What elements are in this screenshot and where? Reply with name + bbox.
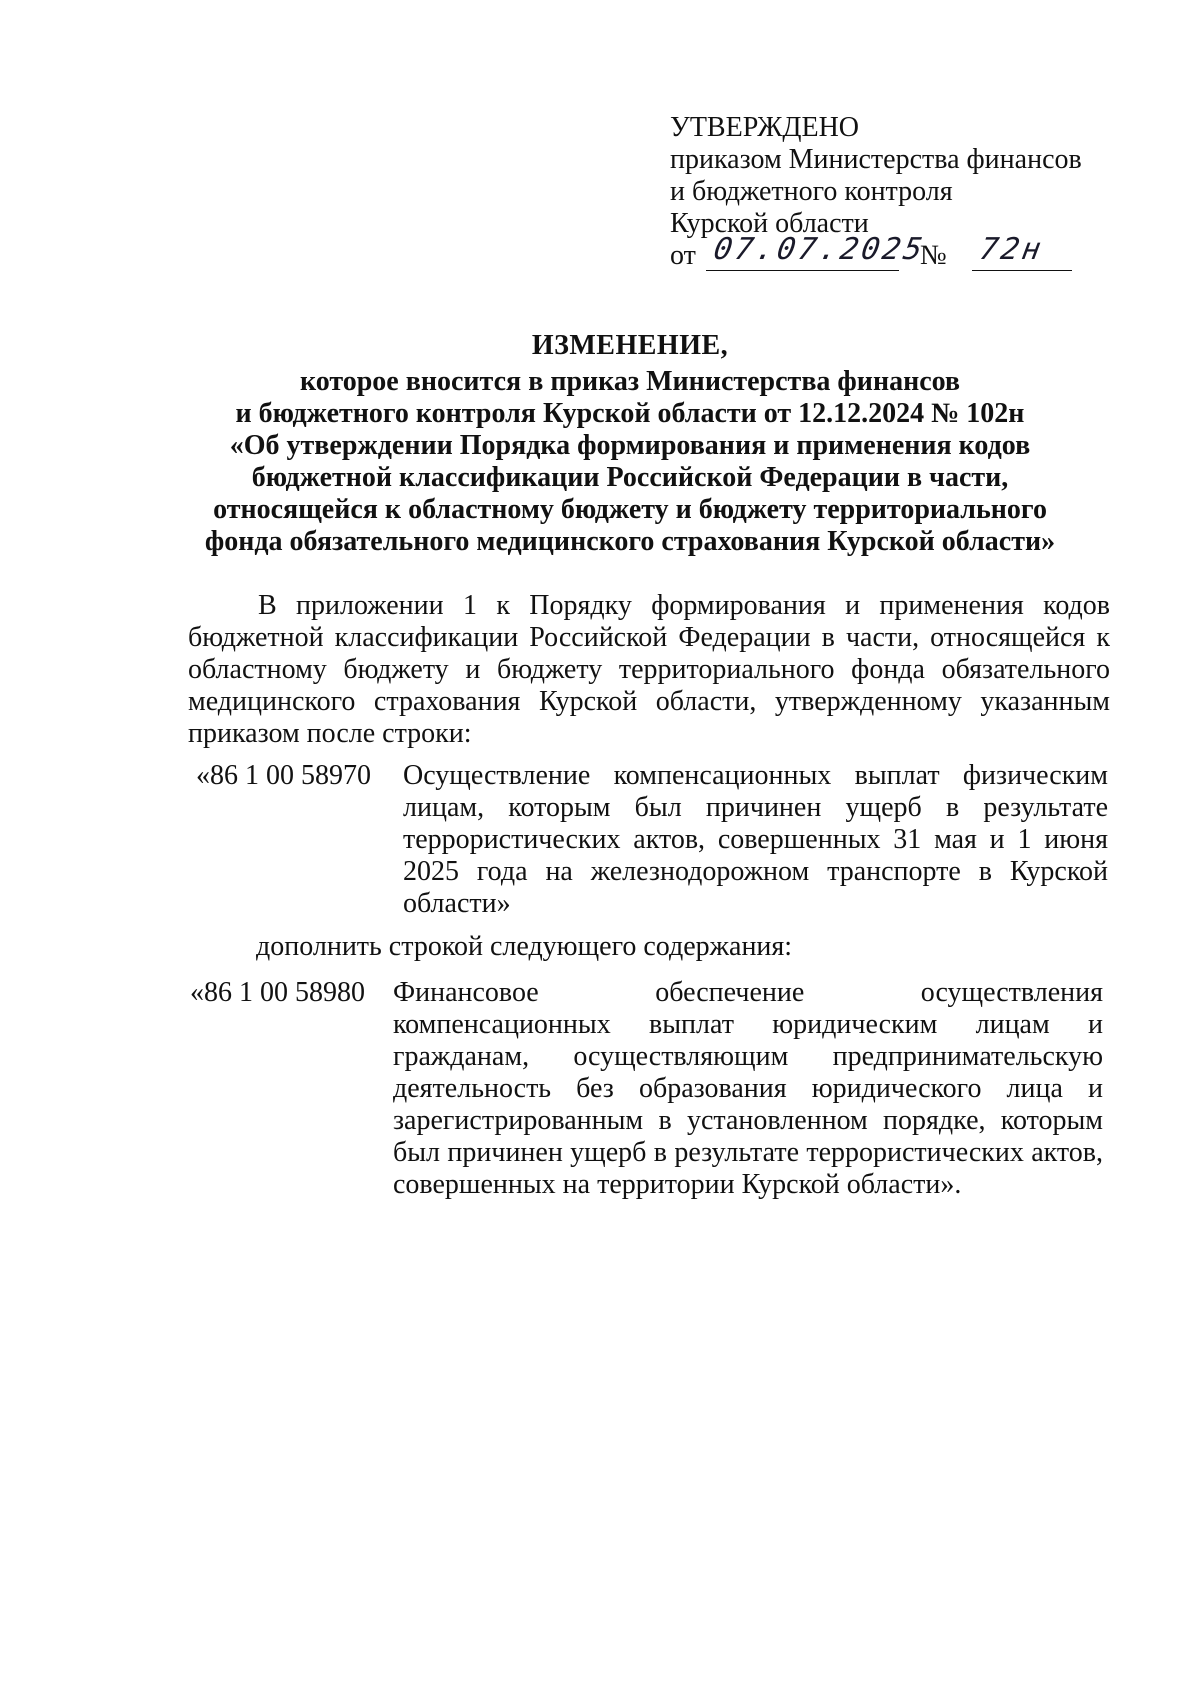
body-paragraph xyxy=(188,590,1110,750)
handwritten-number: 72н xyxy=(977,232,1047,267)
handwritten-date: 07.07.2025 xyxy=(711,232,928,267)
heading-line: которое вносится в приказ Министерства финансов xyxy=(299,366,961,397)
entry-code: «86 1 00 58980 xyxy=(190,977,365,1008)
document-heading xyxy=(180,330,1080,558)
code-entry-new xyxy=(190,977,1105,1247)
entry-description: Финансовое обеспечение осуществления компенсационных выплат юридическим лицам и гражданам, осуществляющим предпринимательскую деятельность без образования юридического лица и зарегистрированным в установленном порядке, которым был причинен ущерб в результате террористических актов, совершенных на территории Курской области». xyxy=(393,977,1103,1200)
heading-line: «Об утверждении Порядка формирования и применения кодов xyxy=(229,430,1031,461)
heading-title: ИЗМЕНЕНИЕ, xyxy=(531,330,729,361)
heading-line: бюджетной классификации Российской Федерации в части, xyxy=(251,462,1009,493)
entry-description: Осуществление компенсационных выплат физическим лицам, которым был причинен ущерб в результате террористических актов, совершенных 31 мая и 1 июня 2025 года на железнодорожном транспорте в Курской области» xyxy=(403,760,1108,919)
approval-line-2: приказом Министерства финансов xyxy=(670,144,1082,175)
intro-paragraph: В приложении 1 к Порядку формирования и применения кодов бюджетной классификации Российской Федерации в части, относящейся к областному бюджету и бюджету территориального фонда обязательного медицинского страхования Курской области, утвержденному указанным приказом после строки: xyxy=(188,590,1110,749)
date-prefix: от xyxy=(670,240,696,271)
handwritten-number-field xyxy=(972,234,1072,271)
approval-block xyxy=(670,112,1110,276)
heading-line: относящейся к областному бюджету и бюджету территориального xyxy=(213,494,1047,525)
approval-line-4: Курской области xyxy=(670,208,869,239)
approval-title: УТВЕРЖДЕНО xyxy=(670,112,860,143)
entry-code: «86 1 00 58970 xyxy=(196,760,371,791)
code-entry-existing xyxy=(196,760,1111,930)
heading-line: фонда обязательного медицинского страхования Курской области» xyxy=(204,526,1056,557)
approval-date-number-row xyxy=(670,232,1110,276)
heading-line: и бюджетного контроля Курской области от 12.12.2024 № 102н xyxy=(235,398,1025,429)
number-sign: № xyxy=(920,240,947,271)
handwritten-date-field xyxy=(706,232,928,271)
add-line-text: дополнить строкой следующего содержания: xyxy=(256,931,793,962)
approval-line-3: и бюджетного контроля xyxy=(670,176,953,207)
